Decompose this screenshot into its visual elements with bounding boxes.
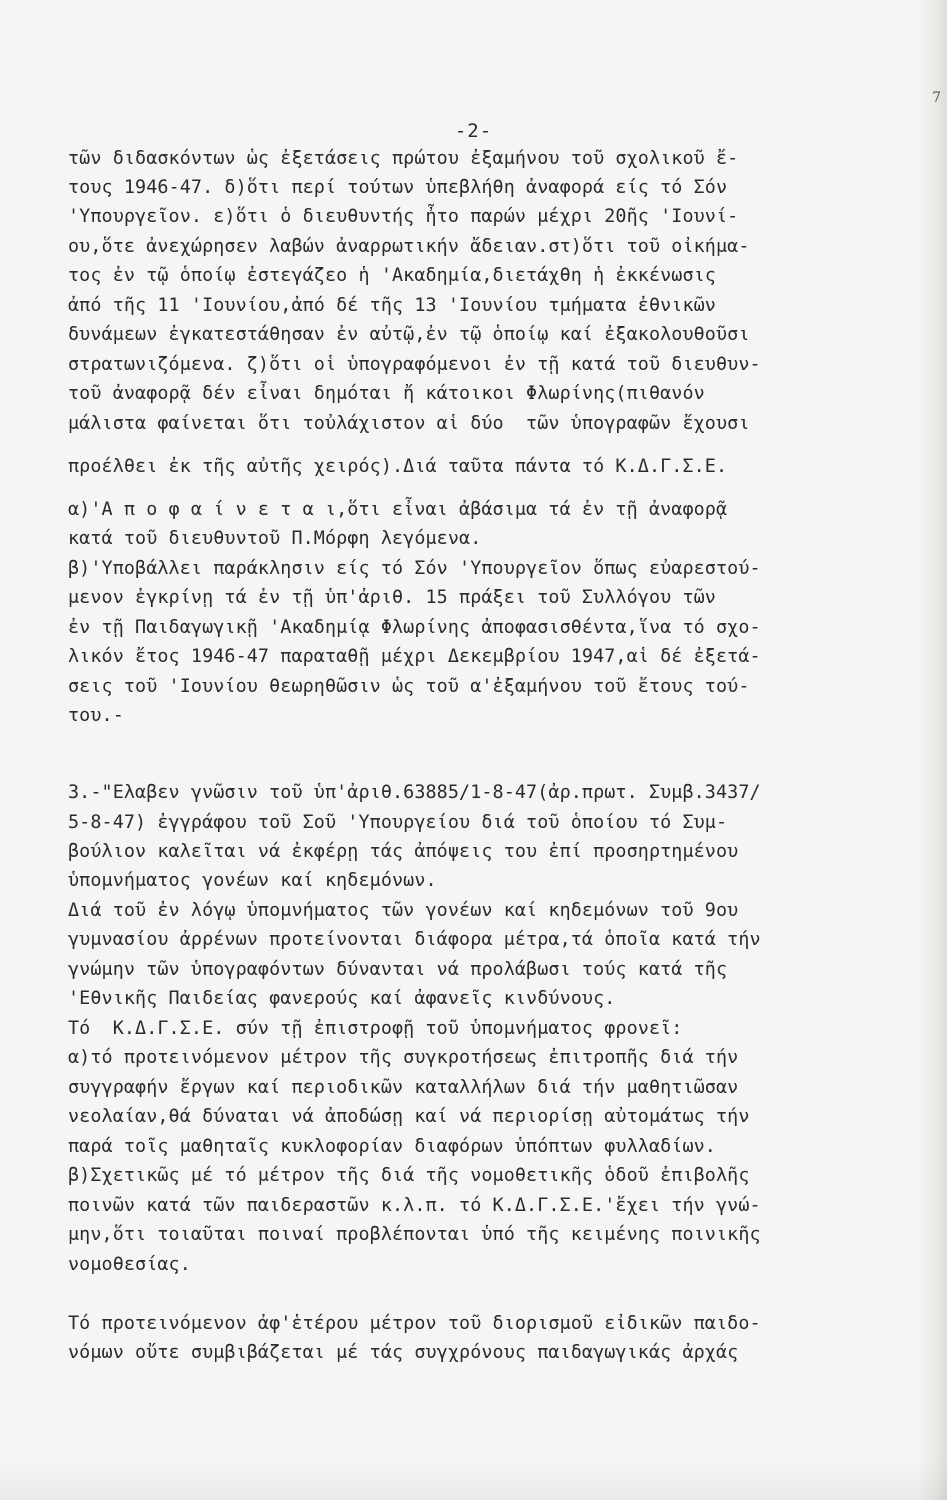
text-line: δυνάμεων ἐγκατεστάθησαν ἐν αὐτῷ,ἐν τῷ ὁποίῳ καί ἐξακολουθοῦσι — [68, 324, 750, 345]
text-line: τῶν διδασκόντων ὡς ἐξετάσεις πρώτου ἐξαμήνου τοῦ σχολικοῦ ἔ- — [68, 148, 739, 169]
text-line: τους 1946-47. δ)ὅτι περί τούτων ὑπεβλήθη ἀναφορά είς τό Σόν — [68, 177, 728, 198]
text-line: λικόν ἔτος 1946-47 παραταθῇ μέχρι Δεκεμβρίου 1947,αἱ δέ ἐξετά- — [68, 646, 761, 667]
text-line: ὑπομνήματος γονέων καί κηδεμόνων. — [68, 870, 437, 891]
text-line: α)'Α π ο φ α ί ν ε τ α ι,ὅτι εἶναι ἀβάσιμα τά ἐν τῇ ἀναφορᾷ — [68, 499, 728, 520]
text-line: νεολαίαν,θά δύναται νά ἀποδώσῃ καί νά περιορίσῃ αὐτομάτως τήν — [68, 1106, 750, 1127]
text-line: στρατωνιζόμενα. ζ)ὅτι οἱ ὑπογραφόμενοι ἐν τῇ κατά τοῦ διευθυν- — [68, 354, 761, 375]
page-number: -2- — [454, 120, 493, 142]
text-line: μην,ὅτι τοιαῦται ποιναί προβλέπονται ὑπό τῆς κειμένης ποινικῆς — [68, 1224, 761, 1245]
text-line: τοῦ ἀναφορᾷ δέν εἶναι δημόται ἤ κάτοικοι Φλωρίνης(πιθανόν — [68, 383, 705, 404]
text-line: Διά τοῦ ἐν λόγῳ ὑπομνήματος τῶν γονέων καί κηδεμόνων τοῦ 9ου — [68, 900, 739, 921]
text-line: νόμων οὔτε συμβιβάζεται μέ τάς συγχρόνους παιδαγωγικάς ἀρχάς — [68, 1342, 739, 1363]
text-line: τος ἐν τῷ ὁποίῳ ἐστεγάζεο ἡ 'Ακαδημία,διετάχθη ἡ ἐκκένωσις — [68, 265, 716, 286]
text-line: β)'Υποβάλλει παράκλησιν είς τό Σόν 'Υπουργεῖον ὅπως εὐαρεστού- — [68, 558, 761, 579]
text-line: προέλθει ἐκ τῆς αὐτῆς χειρός).Διά ταῦτα πάντα τό Κ.Δ.Γ.Σ.Ε. — [68, 456, 728, 477]
scan-edge — [919, 0, 947, 1500]
text-line: βούλιον καλεῖται νά ἐκφέρῃ τάς ἀπόψεις του ἐπί προσηρτημένου — [68, 841, 739, 862]
text-line: Τό Κ.Δ.Γ.Σ.Ε. σύν τῇ ἐπιστροφῇ τοῦ ὑπομνήματος φρονεῖ: — [68, 1018, 683, 1039]
text-line: ου,ὅτε ἀνεχώρησεν λαβών ἀναρρωτικήν ἄδειαν.στ)ὅτι τοῦ οἰκήμα- — [68, 236, 750, 257]
text-line: 3.-"Ελαβεν γνῶσιν τοῦ ὑπ'ἀριθ.63885/1-8-47(ἀρ.πρωτ. Συμβ.3437/ — [68, 782, 761, 803]
edge-mark: 7 — [932, 90, 941, 106]
text-line: μάλιστα φαίνεται ὅτι τοὐλάχιστον αἱ δύο τῶν ὑπογραφῶν ἔχουσι — [68, 413, 750, 434]
text-line: νομοθεσίας. — [68, 1254, 191, 1275]
text-line: συγγραφήν ἔργων καί περιοδικῶν καταλλήλων διά τήν μαθητιῶσαν — [68, 1077, 739, 1098]
text-line: κατά τοῦ διευθυντοῦ Π.Μόρφη λεγόμενα. — [68, 528, 482, 549]
text-line: μενον ἐγκρίνῃ τά ἐν τῇ ὑπ'ἀριθ. 15 πράξει τοῦ Συλλόγου τῶν — [68, 587, 716, 608]
text-line: β)Σχετικῶς μέ τό μέτρον τῆς διά τῆς νομοθετικῆς ὁδοῦ ἐπιβολῆς — [68, 1165, 750, 1186]
text-line: 'Υπουργεῖον. ε)ὅτι ὁ διευθυντής ἦτο παρών μέχρι 20ῆς 'Ιουνί- — [68, 206, 739, 227]
text-line: του.- — [68, 705, 124, 726]
text-line: Τό προτεινόμενον ἀφ'ἑτέρου μέτρον τοῦ διορισμοῦ εἰδικῶν παιδο- — [68, 1313, 761, 1334]
text-line: α)τό προτεινόμενον μέτρον τῆς συγκροτήσεως ἐπιτροπῆς διά τήν — [68, 1047, 739, 1068]
text-line: 5-8-47) ἐγγράφου τοῦ Σοῦ 'Υπουργείου διά τοῦ ὁποίου τό Συμ- — [68, 812, 728, 833]
text-line: γνώμην τῶν ὑπογραφόντων δύνανται νά προλάβωσι τούς κατά τῆς — [68, 959, 728, 980]
scan-shadow — [0, 1460, 947, 1500]
text-line: ποινῶν κατά τῶν παιδεραστῶν κ.λ.π. τό Κ.Δ.Γ.Σ.Ε.'ἔχει τήν γνώ- — [68, 1195, 761, 1216]
text-line: ἐν τῇ Παιδαγωγικῇ 'Ακαδημίᾳ Φλωρίνης ἀποφασισθέντα,ἵνα τό σχο- — [68, 617, 761, 638]
text-line: παρά τοῖς μαθηταῖς κυκλοφορίαν διαφόρων ὑπόπτων φυλλαδίων. — [68, 1136, 716, 1157]
text-line: ἀπό τῆς 11 'Ιουνίου,ἀπό δέ τῆς 13 'Ιουνίου τμήματα ἐθνικῶν — [68, 295, 716, 316]
text-line: γυμνασίου ἀρρένων προτείνονται διάφορα μέτρα,τά ὁποῖα κατά τήν — [68, 929, 761, 950]
text-line: σεις τοῦ 'Ιουνίου θεωρηθῶσιν ὡς τοῦ α'ἐξαμήνου τοῦ ἔτους τού- — [68, 676, 750, 697]
text-line: 'Εθνικῆς Παιδείας φανερούς καί ἀφανεῖς κινδύνους. — [68, 988, 616, 1009]
